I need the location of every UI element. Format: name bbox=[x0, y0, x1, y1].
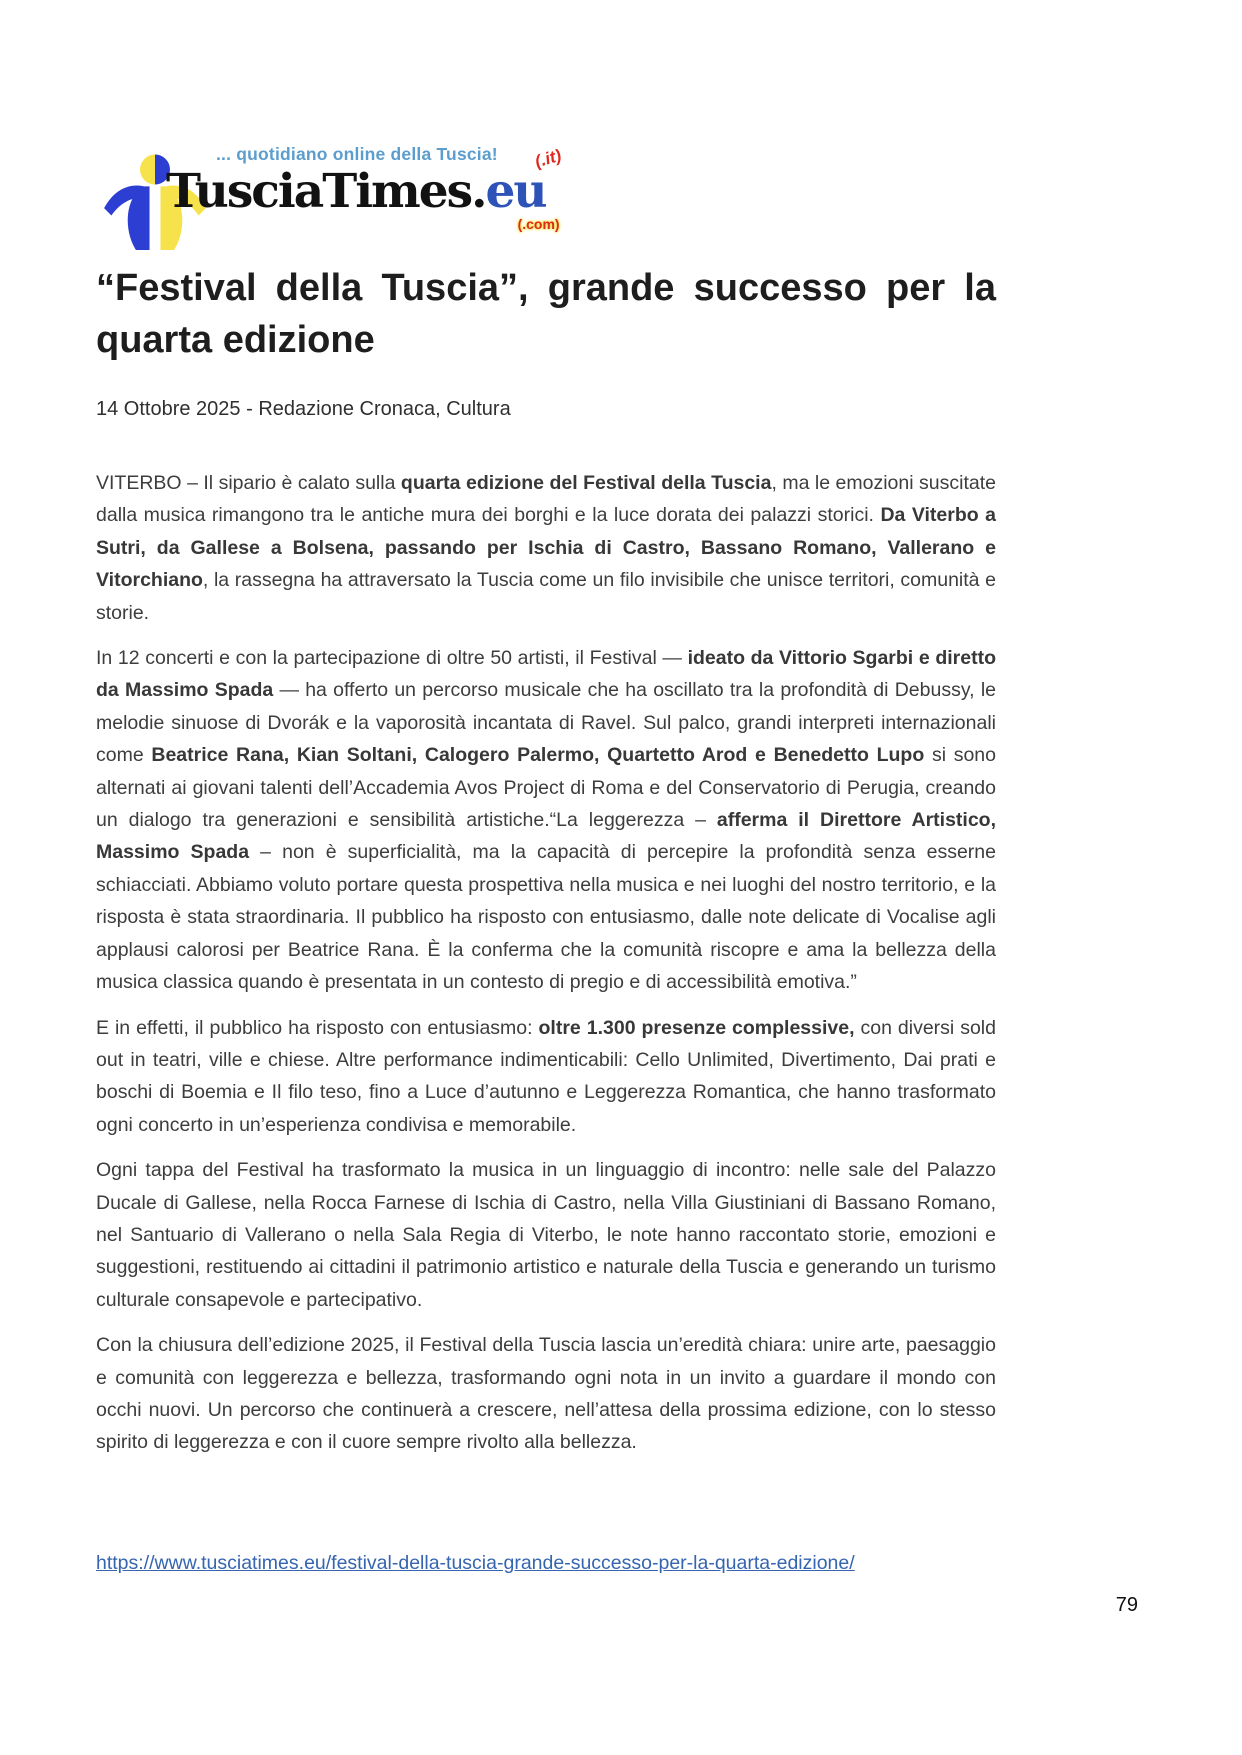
logo-tagline: ... quotidiano online della Tuscia! bbox=[216, 144, 498, 164]
article-content bbox=[96, 140, 996, 1459]
article-paragraph: Ogni tappa del Festival ha trasformato la musica in un linguaggio di incontro: nelle sale del Palazzo Ducale di Gallese, nella Rocca Farnese di Ischia di Castro, nella Villa Giustiniani di Bassano Romano, nel Santuario di Vallerano o nella Sala Regia di Viterbo, le note hanno raccontato storie, emozioni e suggestioni, restituendo ai cittadini il patrimonio artistico e naturale della Tuscia e generando un turismo culturale consapevole e partecipativo. bbox=[96, 1159, 996, 1311]
article-title: “Festival della Tuscia”, grande successo per la quarta edizione bbox=[96, 267, 996, 361]
article-paragraph: VITERBO – Il sipario è calato sulla quarta edizione del Festival della Tuscia, ma le emozioni suscitate dalla musica rimangono tra le antiche mura dei borghi e la luce dorata dei palazzi storici. Da Viterbo a Sutri, da Gallese a Bolsena, passando per Ischia di Castro, Bassano Romano, Vallerano e Vitorchiano, la rassegna ha attraversato la Tuscia come un filo invisibile che unisce territori, comunità e storie. bbox=[96, 472, 996, 624]
article-body bbox=[96, 467, 996, 1459]
logo-tld bbox=[485, 145, 564, 232]
logo-tld-eu: eu bbox=[485, 164, 546, 219]
source-url-link[interactable]: https://www.tusciatimes.eu/festival-della-tuscia-grande-successo-per-la-quarta-edizione/ bbox=[96, 1552, 855, 1574]
article-paragraph: E in effetti, il pubblico ha risposto con entusiasmo: oltre 1.300 presenze complessive, con diversi sold out in teatri, ville e chiese. Altre performance indimenticabili: Cello Unlimited, Divertimento, Dai prati e boschi di Boemia e Il filo teso, fino a Luce d’autunno e Leggerezza Romantica, che hanno trasformato ogni concerto in un’esperienza condivisa e memorabile. bbox=[96, 1016, 996, 1136]
tusciatimes-logo bbox=[96, 140, 996, 246]
logo-tld-it: (.it) bbox=[532, 145, 564, 172]
logo-wordmark-text: TusciaTimes. bbox=[166, 164, 486, 219]
page-number: 79 bbox=[1115, 1594, 1138, 1616]
article-paragraph: Con la chiusura dell’edizione 2025, il Festival della Tuscia lascia un’eredità chiara: unire arte, paesaggio e comunità con leggerezza e bellezza, trasformando ogni nota in un invito a guardare il mondo con occhi nuovi. Un percorso che continuerà a crescere, nell’attesa della prossima edizione, con lo stesso spirito di leggerezza e con il cuore sempre rivolto alla bellezza. bbox=[96, 1334, 996, 1454]
article-date-byline: 14 Ottobre 2025 - Redazione Cronaca, Cultura bbox=[96, 398, 511, 420]
article-paragraph: In 12 concerti e con la partecipazione di oltre 50 artisti, il Festival — ideato da Vittorio Sgarbi e diretto da Massimo Spada — ha offerto un percorso musicale che ha oscillato tra la profondità di Debussy, le melodie sinuose di Dvorák e la vaporosità incantata di Ravel. Sul palco, grandi interpreti internazionali come Beatrice Rana, Kian Soltani, Calogero Palermo, Quartetto Arod e Benedetto Lupo si sono alternati ai giovani talenti dell’Accademia Avos Project di Roma e del Conservatorio di Perugia, creando un dialogo tra generazioni e sensibilità artistiche.“La leggerezza – afferma il Direttore Artistico, Massimo Spada – non è superficialità, ma la capacità di percepire la profondità senza esserne schiacciati. Abbiamo voluto portare questa prospettiva nella musica e nei luoghi del nostro territorio, e la risposta è stata straordinaria. Il pubblico ha risposto con entusiasmo, dalle note delicate di Vocalise agli applausi calorosi per Beatrice Rana. È la conferma che la comunità riscopre e ama la bellezza della musica classica quando è presentata in un contesto di pregio e di accessibilità emotiva.” bbox=[96, 647, 997, 994]
logo-tld-com: (.com) bbox=[517, 216, 560, 232]
